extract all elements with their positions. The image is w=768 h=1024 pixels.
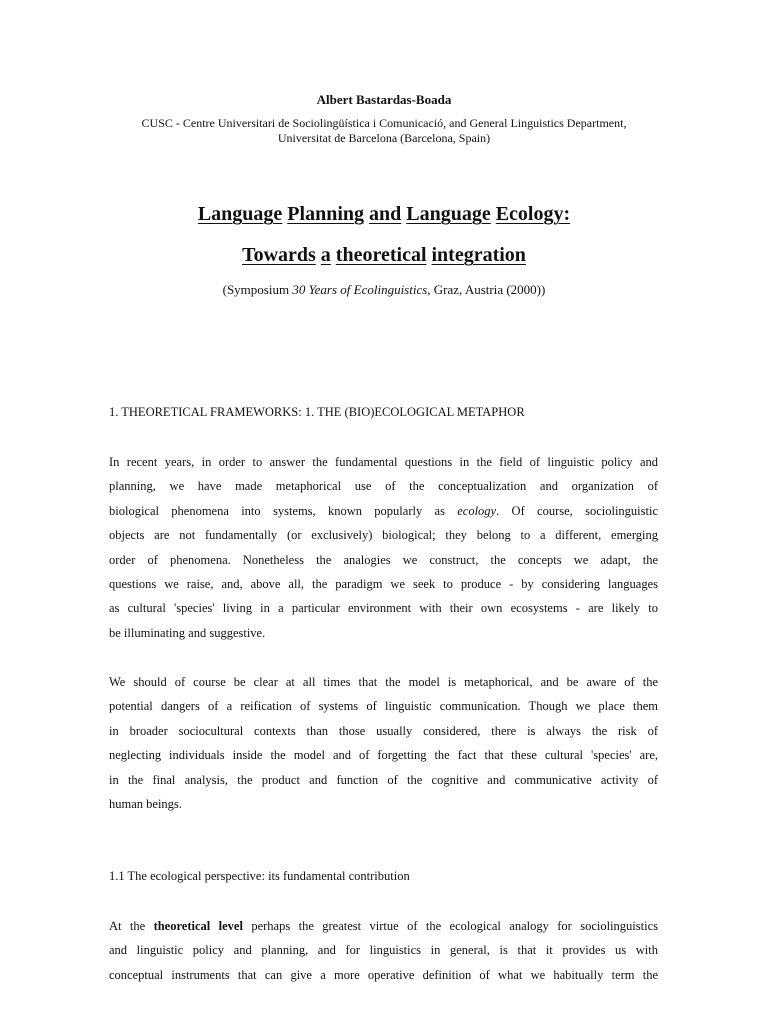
affiliation-line-1: CUSC - Centre Universitari de Sociolingüística i Comunicació, and General Linguistics Department,: [141, 116, 627, 130]
title-word: Ecology:: [495, 203, 571, 225]
paper-title-line-2: [0, 243, 768, 267]
paragraph-line: In recent years, in order to answer the fundamental questions in the field of linguistic policy and: [109, 455, 658, 469]
symposium-name: 30 Years of Ecolinguistics: [292, 282, 428, 297]
paragraph-line: human beings.: [109, 796, 182, 811]
text-run: . Of course, sociolinguistic: [496, 503, 658, 518]
text-run: biological phenomena into systems, known popularly as: [109, 503, 458, 518]
paragraph-line: neglecting individuals inside the model and of forgetting the fact that these cultural 'species' are,: [109, 748, 658, 763]
italic-term: ecology: [457, 503, 497, 518]
paragraph-line: objects are not fundamentally (or exclusively) biological; they belong to a different, emerging: [109, 528, 658, 543]
paragraph-line: [109, 499, 658, 523]
title-word: a: [320, 244, 331, 266]
paragraph-line: be illuminating and suggestive.: [109, 625, 266, 640]
symposium-suffix: , Graz, Austria (2000)): [427, 282, 546, 297]
title-word: theoretical: [335, 244, 427, 266]
section-heading-1-1: 1.1 The ecological perspective: its fundamental contribution: [109, 869, 410, 883]
paragraph-line: in the final analysis, the product and function of the cognitive and communicative activity of: [109, 772, 658, 787]
bold-term: theoretical level: [153, 919, 243, 933]
paragraph-line: order of phenomena. Nonetheless the analogies we construct, the concepts we adapt, the: [109, 552, 658, 567]
paragraph-line: potential dangers of a reification of systems of linguistic communication. Though we place them: [109, 699, 658, 714]
paragraph-line: in broader sociocultural contexts than those usually considered, there is always the risk of: [109, 723, 658, 738]
section-heading-1: 1. THEORETICAL FRAMEWORKS: 1. THE (BIO)ECOLOGICAL METAPHOR: [109, 405, 525, 419]
paragraph-1: [109, 450, 658, 645]
paragraph-line: as cultural 'species' living in a particular environment with their own ecosystems - are likely to: [109, 601, 658, 616]
author-name: Albert Bastardas-Boada: [316, 92, 452, 107]
symposium-prefix: (Symposium: [222, 282, 293, 297]
paragraph-2: [109, 670, 658, 816]
paragraph-3: [109, 914, 658, 987]
symposium-note: [0, 282, 768, 298]
text-run: At the: [109, 919, 154, 933]
title-word: Language: [197, 203, 283, 225]
paragraph-line: questions we raise, and, above all, the paradigm we seek to produce - by considering languages: [109, 576, 658, 591]
title-word: Planning: [287, 203, 364, 225]
paragraph-line: We should of course be clear at all times that the model is metaphorical, and be aware of the: [109, 675, 658, 689]
title-word: integration: [431, 244, 526, 266]
paragraph-line: conceptual instruments that can give a more operative definition of what we habitually term the: [109, 967, 658, 982]
affiliation-line-2: Universitat de Barcelona (Barcelona, Spain): [277, 131, 491, 145]
paragraph-line: planning, we have made metaphorical use of the conceptualization and organization of: [109, 479, 658, 494]
author-affiliation: [0, 116, 768, 146]
paper-title-line-1: [0, 202, 768, 226]
paragraph-line: [109, 914, 658, 938]
title-word: Language: [406, 203, 491, 225]
title-word: Towards: [242, 244, 316, 266]
paragraph-line: and linguistic policy and planning, and for linguistics in general, is that it provides us with: [109, 943, 658, 958]
title-word: and: [369, 203, 402, 225]
text-run: perhaps the greatest virtue of the ecological analogy for sociolinguistics: [242, 919, 658, 933]
